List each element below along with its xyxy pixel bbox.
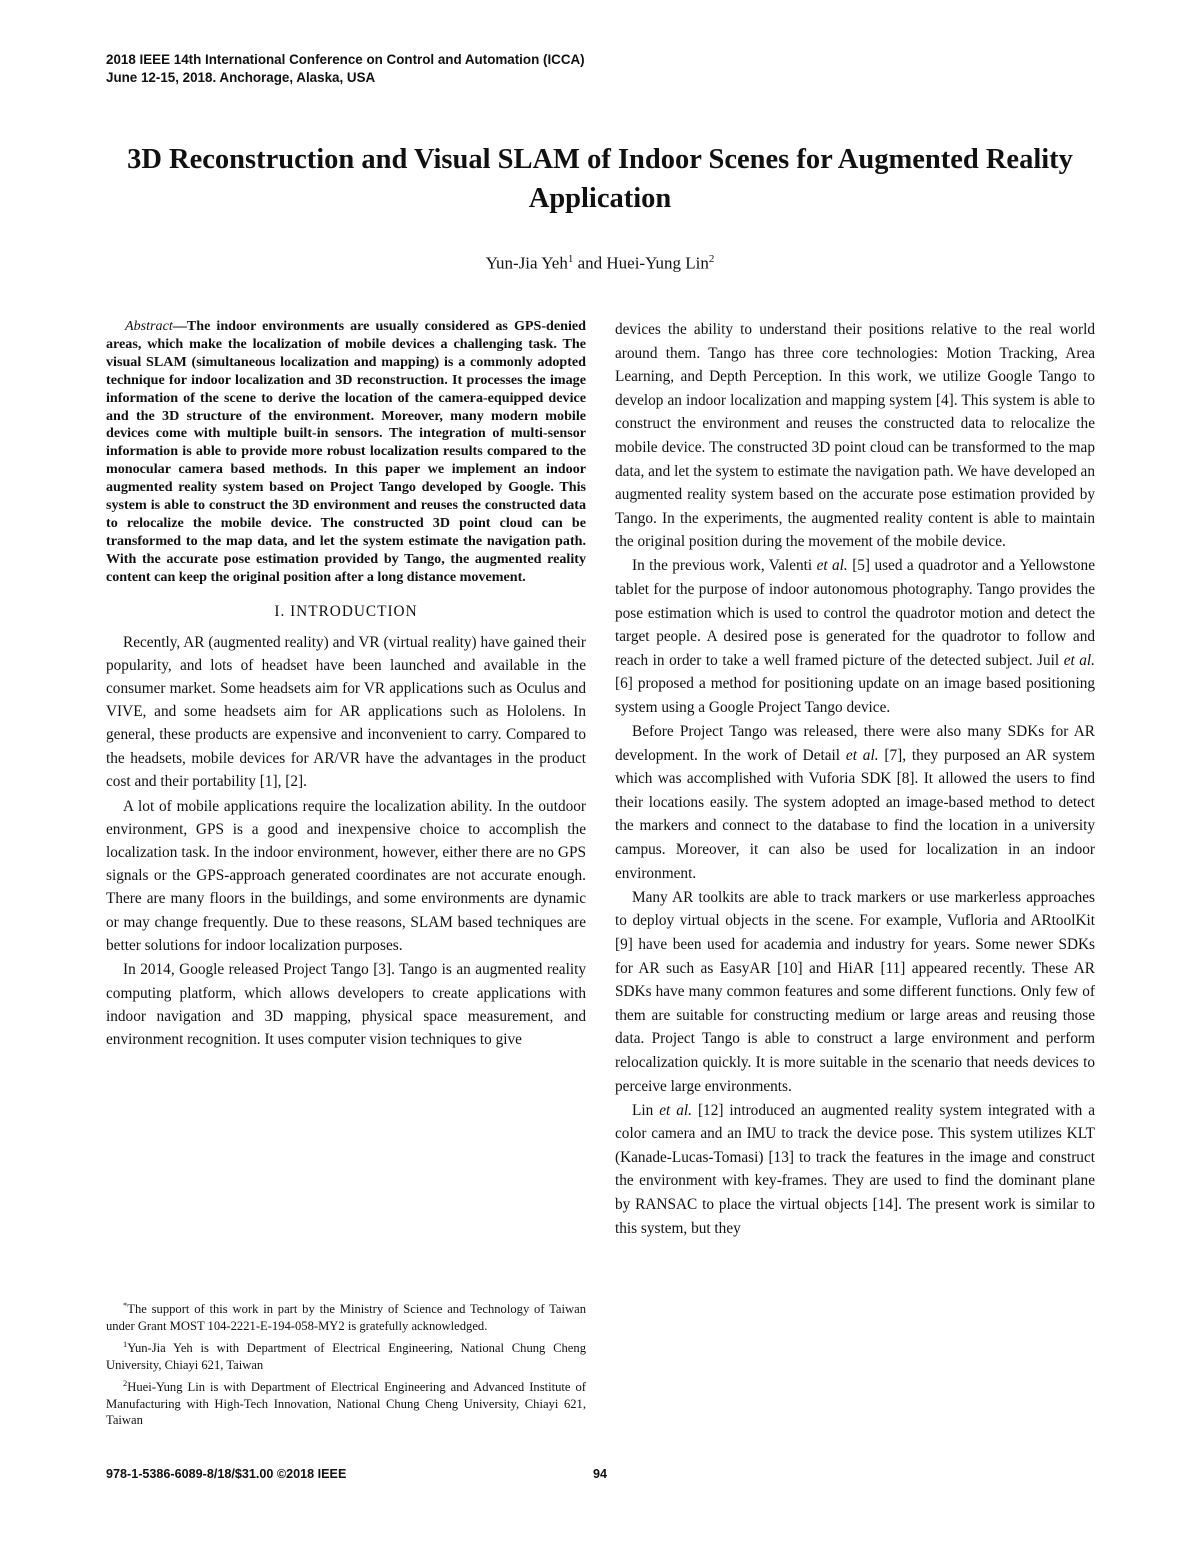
- footnote: [106, 1375, 586, 1428]
- text-run: Lin: [632, 1101, 660, 1119]
- copyright-isbn: 978-1-5386-6089-8/18/$31.00 ©2018 IEEE: [106, 1467, 347, 1481]
- footnote: [106, 1297, 586, 1334]
- footnote-text: Huei-Yung Lin is with Department of Electrical Engineering and Advanced Institute of Manufacturing with High-Tech Innovation, National Chung Cheng University, Chiayi 621, Taiwan: [106, 1380, 586, 1427]
- conference-date-location: June 12-15, 2018. Anchorage, Alaska, USA: [106, 70, 376, 85]
- footnote-mark: 1: [123, 1339, 128, 1349]
- author-connector: and: [577, 253, 603, 273]
- paper-title: 3D Reconstruction and Visual SLAM of Indoor Scenes for Augmented Reality Application: [127, 144, 1073, 214]
- et-al-italic: et al.: [845, 746, 879, 764]
- text-run: [12] introduced an augmented reality system integrated with a color camera and an IMU to track the device pose. This system utilizes KLT (Kanade-Lucas-Tomasi) [13] to track the features in the image and construct the environment with key-frames. They are used to find the dominant plane by RANSAC to place the virtual objects [14]. The present work is similar to this system, but they: [615, 1101, 1095, 1237]
- body-paragraph: [615, 1099, 1095, 1241]
- body-paragraph: Many AR toolkits are able to track markers or use markerless approaches to deploy virtual objects in the scene. For example, Vufloria and ARtoolKit [9] have been used for academia and industry for years. Some newer SDKs for AR such as EasyAR [10] and HiAR [11] appeared recently. These AR SDKs have many common features and some different functions. Only few of them are suitable for constructing medium or large areas and reusing those data. Project Tango is able to construct a large environment and perform relocalization quickly. It is more suitable in the scenario that needs devices to perceive large environments.: [615, 888, 1095, 1095]
- author-name: Yun-Jia Yeh: [485, 253, 568, 273]
- abstract: Abstract—The indoor environments are usually considered as GPS-denied areas, which make the localization of mobile devices a challenging task. The visual SLAM (simultaneous localization and mapping) is a commonly adopted technique for indoor localization and 3D reconstruction. It processes the image information of the scene to derive the location of the camera-equipped device and the 3D structure of the environment. Moreover, many modern mobile devices come with multiple built-in sensors. The integration of multi-sensor information is able to provide more robust localization results compared to the monocular camera based methods. In this paper we implement an indoor augmented reality system based on Project Tango developed by Google. This system is able to construct the 3D environment and reuses the constructed data to relocalize the mobile device. The constructed 3D point cloud can be transformed to the map data, and let the system estimate the navigation path. With the accurate pose estimation provided by Tango, the augmented reality content can keep the original position after a long distance movement.: [106, 318, 586, 585]
- text-run: [5] used a quadrotor and a Yellowstone tablet for the purpose of indoor autonomous photography. Tango provides the pose estimation which is used to control the quadrotor motion and detect the target people. A desired pose is generated for the quadrotor to follow and reach in order to take a well framed picture of the detected subject. Juil: [615, 557, 1095, 669]
- body-paragraph: devices the ability to understand their positions relative to the real world around them. Tango has three core technologies: Motion Tracking, Area Learning, and Depth Perception. In this work, we utilize Google Tango to develop an indoor localization and mapping system [4]. This system is able to construct the environment and reuses the constructed data to relocalize the mobile device. The constructed 3D point cloud can be transformed to the map data, and let the system to estimate the navigation path. We have developed an augmented reality system based on the accurate pose estimation provided by Tango. In the experiments, the augmented reality content is able to maintain the original position during the movement of the mobile device.: [615, 321, 1095, 551]
- right-column: [615, 318, 1095, 1241]
- author-line: [100, 248, 1100, 275]
- body-paragraph: [615, 554, 1095, 719]
- body-paragraph: In 2014, Google released Project Tango [3]. Tango is an augmented reality computing platform, which allows developers to create applications with indoor navigation and 3D mapping, physical space measurement, and environment recognition. It uses computer vision techniques to give: [106, 961, 586, 1049]
- footnote-text: The support of this work in part by the Ministry of Science and Technology of Taiwan under Grant MOST 104-2221-E-194-058-MY2 is gratefully acknowledged.: [106, 1302, 586, 1333]
- abstract-label: Abstract: [125, 318, 173, 334]
- footnote-mark: *: [123, 1300, 128, 1310]
- footnotes: [106, 1297, 586, 1430]
- text-run: In the previous work, Valenti: [632, 557, 817, 575]
- text-run: [7], they purposed an AR system which was accomplished with Vuforia SDK [8]. It allowed the users to find their locations easily. The system adopted an image-based method to detect the markers and connect to the database to find the location in a university campus. Moreover, it can also be used for localization in an indoor environment.: [615, 746, 1096, 882]
- footnote-text: Yun-Jia Yeh is with Department of Electrical Engineering, National Chung Cheng University, Chiayi 621, Taiwan: [106, 1341, 586, 1372]
- footnote: [106, 1336, 586, 1373]
- conference-name: 2018 IEEE 14th International Conference on Control and Automation (ICCA): [106, 52, 585, 67]
- et-al-italic: et al.: [816, 557, 848, 575]
- abstract-text: The indoor environments are usually considered as GPS-denied areas, which make the localization of mobile devices a challenging task. The visual SLAM (simultaneous localization and mapping) is a commonly adopted technique for indoor localization and 3D reconstruction. It processes the image information of the scene to derive the location of the camera-equipped device and the 3D structure of the environment. Moreover, many modern mobile devices come with multiple built-in sensors. The integration of multi-sensor information is able to provide more robust localization results compared to the monocular camera based methods. In this paper we implement an indoor augmented reality system based on Project Tango developed by Google. This system is able to construct the 3D environment and reuses the constructed data to relocalize the mobile device. The constructed 3D point cloud can be transformed to the map data, and let the system estimate the navigation path. With the accurate pose estimation provided by Tango, the augmented reality content can keep the original position after a long distance movement.: [106, 318, 586, 585]
- conference-header: [106, 51, 585, 87]
- author-affiliation-mark: 1: [567, 253, 574, 265]
- et-al-italic: et al.: [1063, 651, 1096, 669]
- text-run: [6] proposed a method for positioning update on an image based positioning system using a Google Project Tango device.: [615, 675, 1095, 716]
- left-column: [106, 318, 586, 1053]
- section-heading: I. INTRODUCTION: [274, 602, 418, 620]
- footnote-mark: 2: [123, 1378, 128, 1388]
- body-paragraph: [615, 720, 1095, 885]
- text-run: Before Project Tango was released, there were also many SDKs for AR development. In the work of Detail: [615, 723, 1095, 764]
- author-name: Huei-Yung Lin: [606, 253, 709, 273]
- page-number: 94: [592, 1467, 607, 1481]
- et-al-italic: et al.: [659, 1101, 692, 1119]
- author-affiliation-mark: 2: [708, 253, 715, 265]
- body-paragraph: Recently, AR (augmented reality) and VR (virtual reality) have gained their popularity, and lots of headset have been launched and available in the consumer market. Some headsets aim for VR applications such as Oculus and VIVE, and some headsets aim for AR applications such as Hololens. In general, these products are expensive and inconvenient to carry. Compared to the headsets, mobile devices for AR/VR have the advantages in the product cost and their portability [1], [2].: [106, 633, 586, 790]
- body-paragraph: A lot of mobile applications require the localization ability. In the outdoor environment, GPS is a good and inexpensive choice to accomplish the localization task. In the indoor environment, however, either there are no GPS signals or the GPS-approach generated coordinates are not accurate enough. There are many floors in the buildings, and some environments are dynamic or may change frequently. Due to these reasons, SLAM based techniques are better solutions for indoor localization purposes.: [106, 797, 586, 954]
